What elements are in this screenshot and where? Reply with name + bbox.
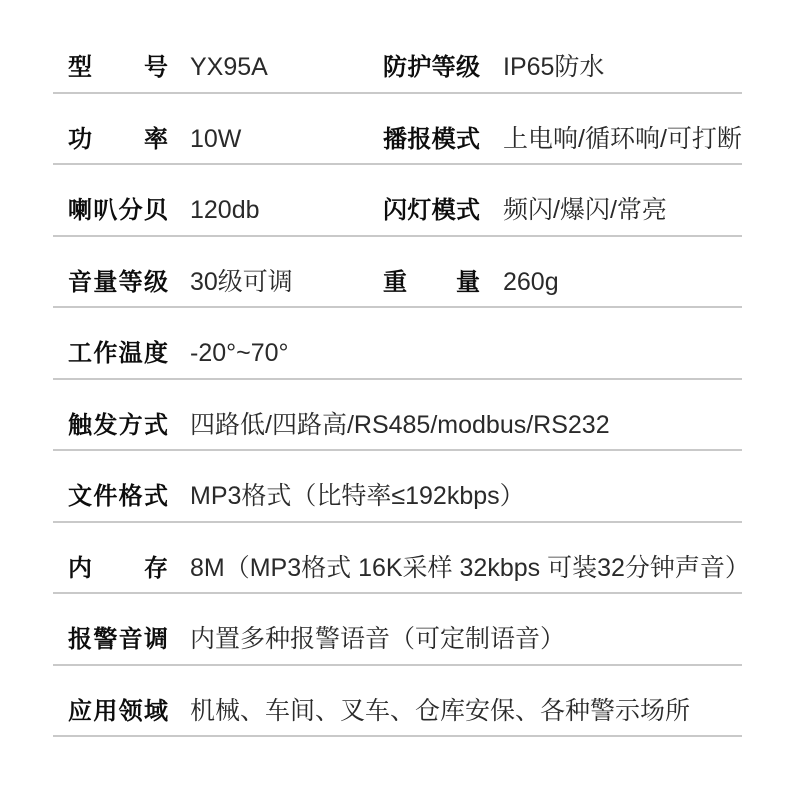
spec-value: -20°~70° <box>190 339 289 368</box>
spec-label: 防护等级 <box>383 54 480 82</box>
row-memory <box>53 523 750 595</box>
spec-label: 文件格式 <box>68 483 168 511</box>
spec-value: 机械、车间、叉车、仓库安保、各种警示场所 <box>190 696 691 725</box>
row-speaker-decibel <box>53 165 742 237</box>
spec-label: 型号 <box>68 54 168 82</box>
spec-label: 重量 <box>383 268 480 296</box>
spec-label: 闪灯模式 <box>383 197 480 225</box>
product-spec-table <box>53 22 750 737</box>
row-model <box>53 22 742 94</box>
spec-label: 播报模式 <box>383 125 480 153</box>
spec-value: 内置多种报警语音（可定制语音） <box>190 625 566 654</box>
spec-value: 30级可调 <box>190 267 293 296</box>
spec-label: 音量等级 <box>68 268 168 296</box>
row-trigger-mode <box>53 380 742 452</box>
spec-value: 四路低/四路高/RS485/modbus/RS232 <box>190 410 610 439</box>
spec-label: 内存 <box>68 554 168 582</box>
spec-value: YX95A <box>190 53 268 82</box>
row-application-field <box>53 666 742 738</box>
row-power <box>53 94 742 166</box>
spec-label: 功率 <box>68 125 168 153</box>
row-file-format <box>53 451 742 523</box>
spec-value: 频闪/爆闪/常亮 <box>503 196 667 225</box>
spec-label: 应用领域 <box>68 697 168 725</box>
spec-label: 工作温度 <box>68 340 168 368</box>
spec-value: IP65防水 <box>503 53 605 82</box>
row-volume-level <box>53 237 742 309</box>
spec-label: 喇叭分贝 <box>68 197 168 225</box>
spec-value: 10W <box>190 124 242 153</box>
spec-label: 报警音调 <box>68 626 168 654</box>
row-working-temperature <box>53 308 742 380</box>
spec-label: 触发方式 <box>68 411 168 439</box>
spec-value: 上电响/循环响/可打断 <box>503 124 742 153</box>
spec-value: 120db <box>190 196 260 225</box>
spec-value: MP3格式（比特率≤192kbps） <box>190 482 525 511</box>
row-alarm-tone <box>53 594 742 666</box>
spec-value: 260g <box>503 267 559 296</box>
spec-value: 8M（MP3格式 16K采样 32kbps 可装32分钟声音） <box>190 553 750 582</box>
